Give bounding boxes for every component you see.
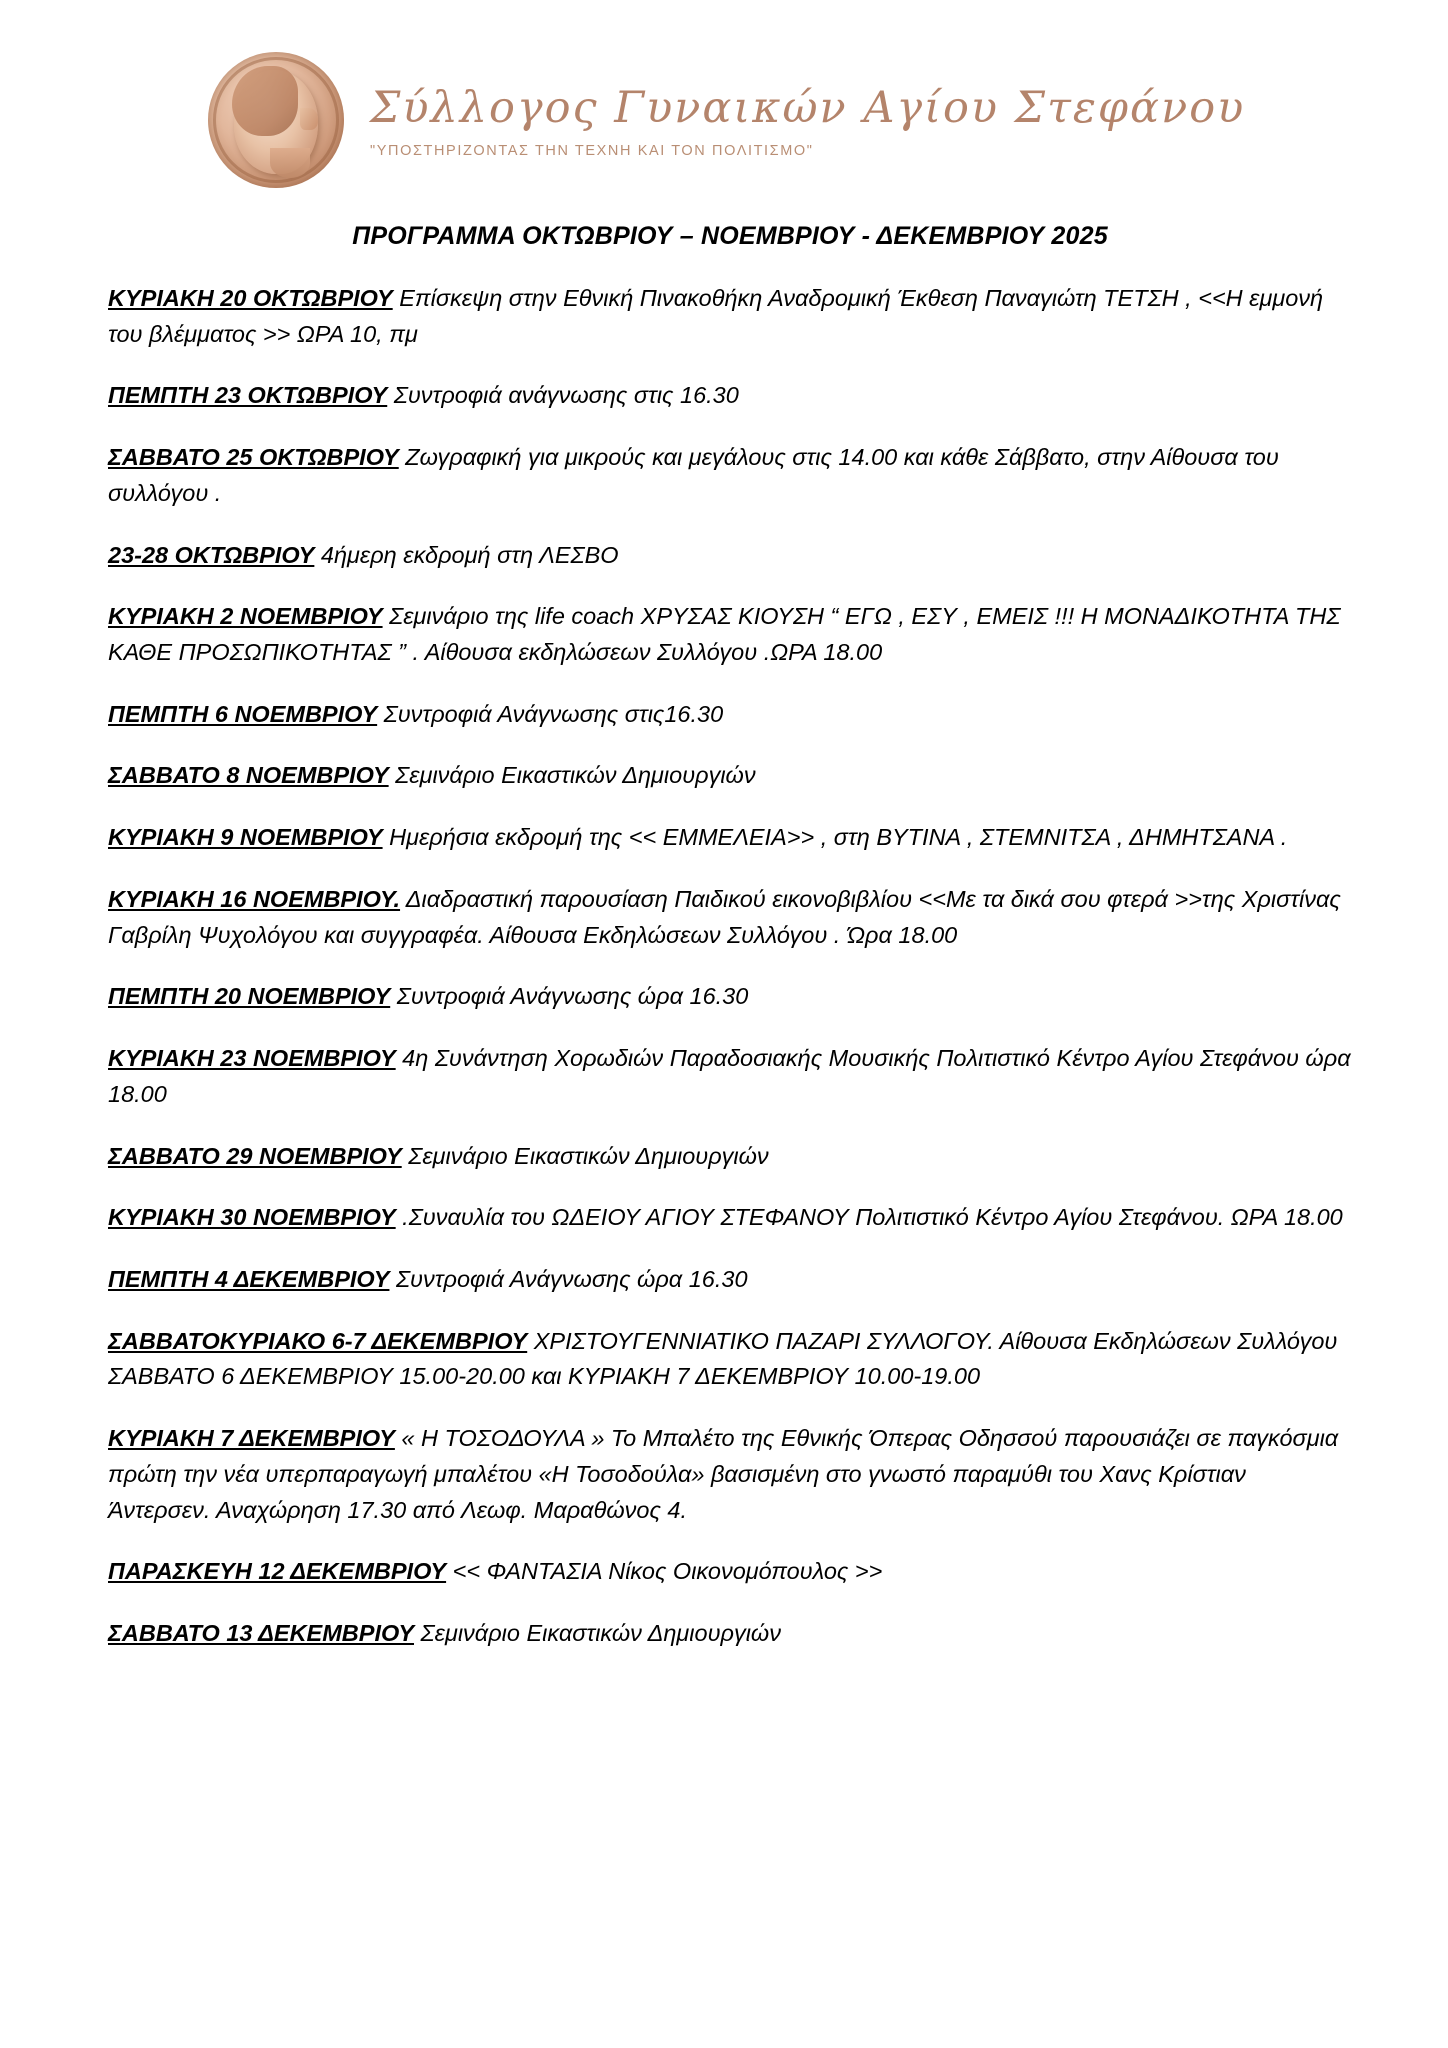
program-entries-list xyxy=(108,281,1352,1652)
entry-date: 23-28 ΟΚΤΩΒΡΙΟΥ xyxy=(108,541,315,568)
entry-text: 4η Συνάντηση Χορωδιών Παραδοσιακής Μουσικής Πολιτιστικό Κέντρο Αγίου Στεφάνου ώρα 18.00 xyxy=(108,1045,1351,1107)
brand-subtitle: "ΥΠΟΣΤΗΡΙΖΟΝΤΑΣ ΤΗΝ ΤΕΧΝΗ ΚΑΙ ΤΟΝ ΠΟΛΙΤΙΣΜΟ" xyxy=(370,142,814,159)
list-item xyxy=(108,281,1352,352)
entry-text: Ημερήσια εκδρομή της << ΕΜΜΕΛΕΙΑ>> , στη ΒΥΤΙΝΑ , ΣΤΕΜΝΙΤΣΑ , ΔΗΜΗΤΣΑΝΑ . xyxy=(382,824,1288,851)
entry-date: ΚΥΡΙΑΚΗ 23 ΝΟΕΜΒΡΙΟΥ xyxy=(108,1045,396,1072)
entry-date: ΣΑΒΒΑΤΟ 25 ΟΚΤΩΒΡΙΟΥ xyxy=(108,444,399,471)
list-item xyxy=(108,979,1352,1015)
entry-date: ΚΥΡΙΑΚΗ 2 ΝΟΕΜΒΡΙΟΥ xyxy=(108,603,383,630)
list-item xyxy=(108,1324,1352,1395)
entry-date: ΠΕΜΠΤΗ 20 ΝΟΕΜΒΡΙΟΥ xyxy=(108,983,391,1010)
list-item xyxy=(108,882,1352,953)
entry-text: Σεμινάριο της life coach ΧΡΥΣΑΣ ΚΙΟΥΣΗ “ ΕΓΩ , ΕΣΥ , ΕΜΕΙΣ !!! Η ΜΟΝΑΔΙΚΟΤΗΤΑ ΤΗΣ ΚΑΘΕ ΠΡΟΣΩΠΙΚΟΤΗΤΑΣ ” . Αίθουσα εκδηλώσεων Συλλόγου .ΩΡΑ 18.00 xyxy=(108,603,1341,666)
entry-text: 4ήμερη εκδρομή στη ΛΕΣΒΟ xyxy=(314,541,619,568)
entry-text: Σεμινάριο Εικαστικών Δημιουργιών xyxy=(401,1142,769,1169)
entry-text: Σεμινάριο Εικαστικών Δημιουργιών xyxy=(388,762,756,789)
list-item xyxy=(108,1616,1352,1652)
entry-text: << ΦΑΝΤΑΣΙΑ Νίκος Οικονομόπουλος >> xyxy=(446,1558,883,1585)
entry-text: Συντροφιά Ανάγνωσης στις16.30 xyxy=(377,700,724,727)
coin-nose xyxy=(300,108,318,130)
entry-date: ΣΑΒΒΑΤΟ 8 ΝΟΕΜΒΡΙΟΥ xyxy=(108,762,389,789)
list-item xyxy=(108,1262,1352,1298)
page-title: ΠΡΟΓΡΑΜΜΑ ΟΚΤΩΒΡΙΟΥ – ΝΟΕΜΒΡΙΟΥ - ΔΕΚΕΜΒΡΙΟΥ 2025 xyxy=(352,222,1108,250)
entry-text: Συντροφιά Ανάγνωσης ώρα 16.30 xyxy=(390,983,749,1010)
entry-date: ΚΥΡΙΑΚΗ 7 ΔΕΚΕΜΒΡΙΟΥ xyxy=(108,1425,395,1452)
list-item xyxy=(108,440,1352,511)
ancient-coin-profile-icon xyxy=(208,52,344,188)
entry-date: ΣΑΒΒΑΤΟ 13 ΔΕΚΕΜΒΡΙΟΥ xyxy=(108,1619,414,1646)
brand-text-block xyxy=(370,81,1245,158)
list-item xyxy=(108,697,1352,733)
entry-date: ΚΥΡΙΑΚΗ 9 ΝΟΕΜΒΡΙΟΥ xyxy=(108,824,383,851)
list-item xyxy=(108,1041,1352,1112)
entry-text: Επίσκεψη στην Εθνική Πινακοθήκη Αναδρομική Έκθεση Παναγιώτη ΤΕΤΣΗ , <<Η εμμονή του βλέμματος >> ΩΡΑ 10, πμ xyxy=(108,285,1324,347)
list-item xyxy=(108,820,1352,856)
entry-text: « Η ΤΟΣΟΔΟΥΛΑ » Το Μπαλέτο της Εθνικής Όπερας Οδησσού παρουσιάζει σε παγκόσμια πρώτη την νέα υπερπαραγωγή μπαλέτου «Η Τοσοδούλα» βασισμένη στο γνωστό παραμύθι του Χανς Κρίστιαν Άντερσεν. Αναχώρηση 17.30 από Λεωφ. Μαραθώνος 4. xyxy=(108,1425,1339,1523)
entry-date: ΣΑΒΒΑΤΟ 29 ΝΟΕΜΒΡΙΟΥ xyxy=(108,1142,402,1169)
entry-date: ΠΑΡΑΣΚΕΥΗ 12 ΔΕΚΕΜΒΡΙΟΥ xyxy=(108,1558,447,1585)
entry-text: Συντροφιά ανάγνωσης στις 16.30 xyxy=(387,382,739,409)
list-item xyxy=(108,1554,1352,1590)
list-item xyxy=(108,538,1352,574)
entry-date: ΚΥΡΙΑΚΗ 30 ΝΟΕΜΒΡΙΟΥ xyxy=(108,1204,396,1231)
entry-text: Συντροφιά Ανάγνωσης ώρα 16.30 xyxy=(389,1265,748,1292)
entry-date: ΣΑΒΒΑΤΟΚΥΡΙΑΚΟ 6-7 ΔΕΚΕΜΒΡΙΟΥ xyxy=(108,1327,528,1354)
entry-text: ΧΡΙΣΤΟΥΓΕΝΝΙΑΤΙΚΟ ΠΑΖΑΡΙ ΣΥΛΛΟΓΟΥ. Αίθουσα Εκδηλώσεων Συλλόγου ΣΑΒΒΑΤΟ 6 ΔΕΚΕΜΒΡΙΟΥ 15.00-20.00 και ΚΥΡΙΑΚΗ 7 ΔΕΚΕΜΒΡΙΟΥ 10.00-19.00 xyxy=(108,1327,1338,1390)
list-item xyxy=(108,1200,1352,1236)
entry-date: ΠΕΜΠΤΗ 23 ΟΚΤΩΒΡΙΟΥ xyxy=(108,382,388,409)
entry-text: Διαδραστική παρουσίαση Παιδικού εικονοβιβλίου <<Με τα δικά σου φτερά >>της Χριστίνας Γαβρίλη Ψυχολόγου και συγγραφέα. Αίθουσα Εκδηλώσεων Συλλόγου . Ώρα 18.00 xyxy=(108,885,1341,948)
entry-date: ΚΥΡΙΑΚΗ 16 ΝΟΕΜΒΡΙΟΥ. xyxy=(108,885,401,912)
list-item xyxy=(108,1421,1352,1528)
entry-text: .Συναυλία του ΩΔΕΙΟΥ ΑΓΙΟΥ ΣΤΕΦΑΝΟΥ Πολιτιστικό Κέντρο Αγίου Στεφάνου. ΩΡΑ 18.00 xyxy=(395,1204,1343,1231)
logo-masthead xyxy=(108,52,1352,188)
list-item xyxy=(108,599,1352,670)
brand-title: Σύλλογος Γυναικών Αγίου Στεφάνου xyxy=(370,83,1246,134)
list-item xyxy=(108,1139,1352,1175)
entry-text: Ζωγραφική για μικρούς και μεγάλους στις 14.00 και κάθε Σάββατο, στην Αίθουσα του συλλόγου . xyxy=(108,444,1279,506)
coin-chin xyxy=(270,148,310,178)
entry-text: Σεμινάριο Εικαστικών Δημιουργιών xyxy=(414,1619,781,1646)
entry-date: ΚΥΡΙΑΚΗ 20 ΟΚΤΩΒΡΙΟΥ xyxy=(108,285,393,311)
entry-date: ΠΕΜΠΤΗ 4 ΔΕΚΕΜΒΡΙΟΥ xyxy=(108,1265,390,1292)
coin-hair xyxy=(232,66,298,136)
entry-date: ΠΕΜΠΤΗ 6 ΝΟΕΜΒΡΙΟΥ xyxy=(108,700,378,727)
list-item xyxy=(108,758,1352,794)
list-item xyxy=(108,378,1352,414)
